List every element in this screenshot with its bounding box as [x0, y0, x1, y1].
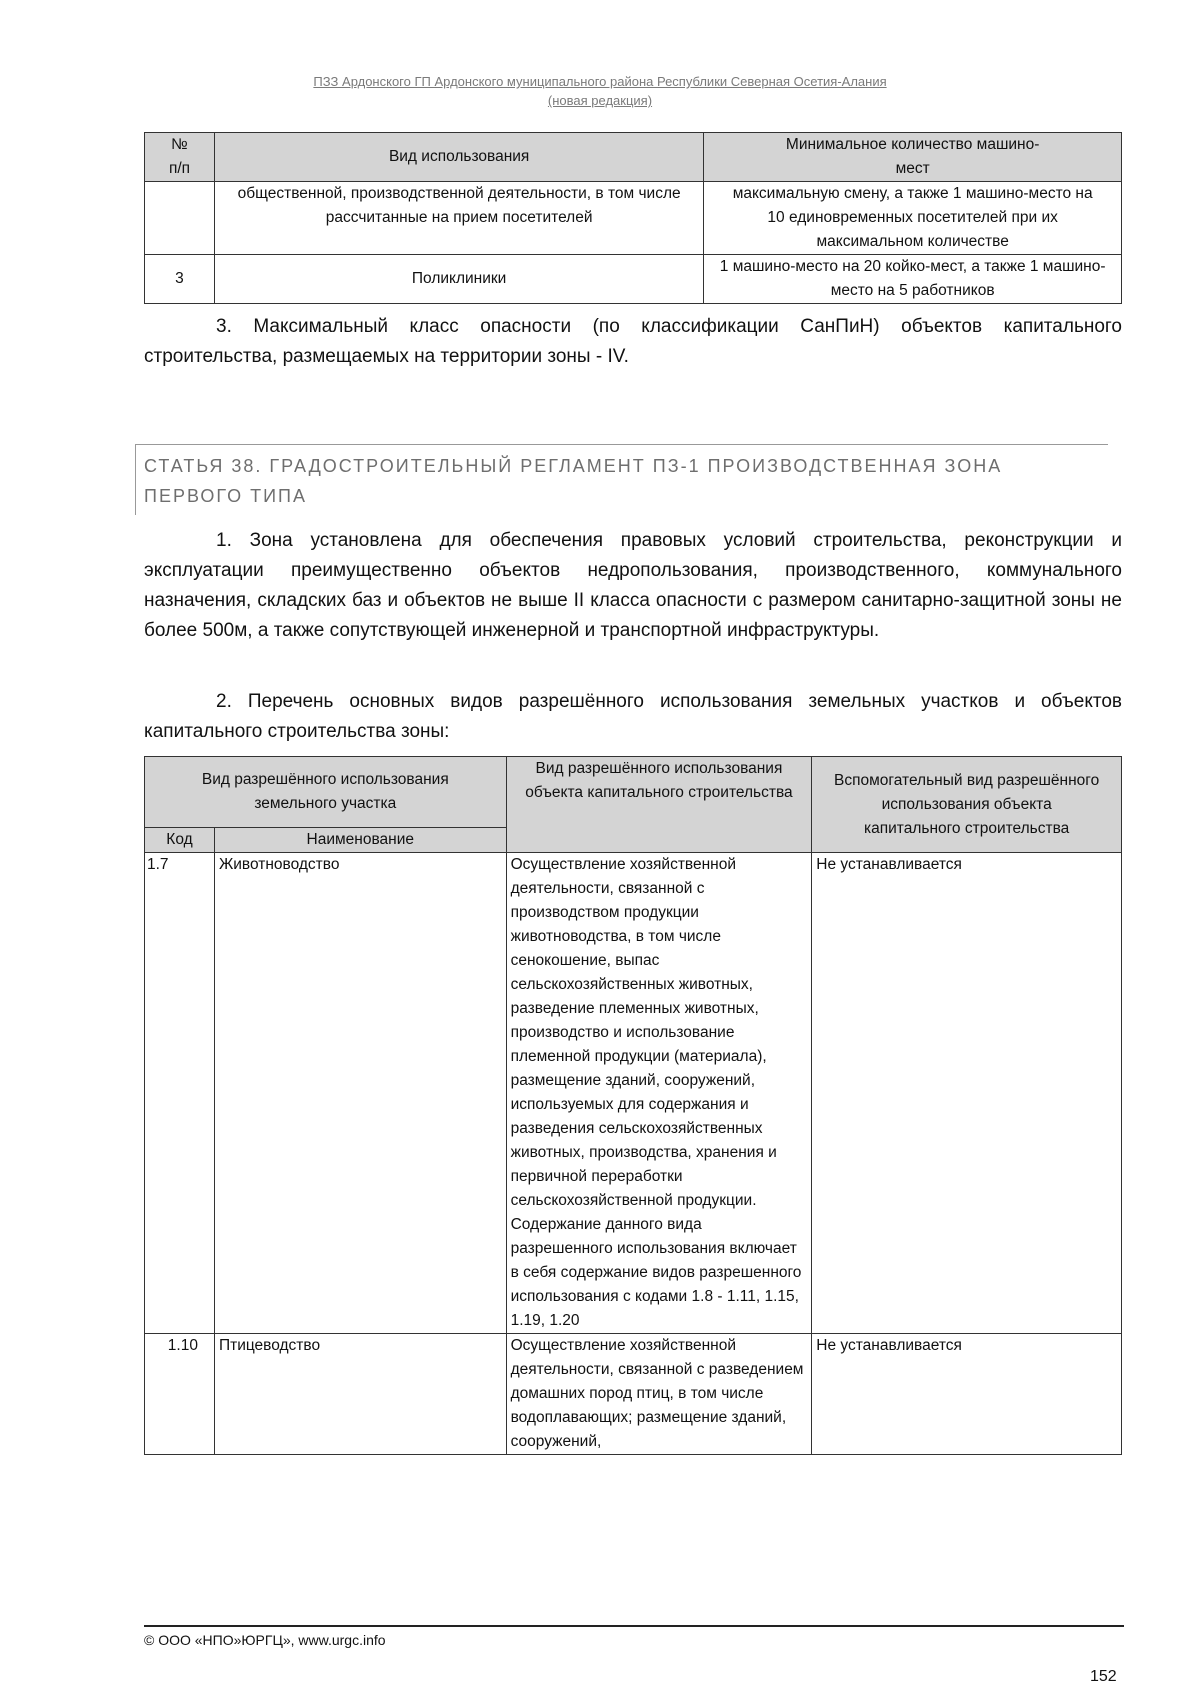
row-name: Птицеводство: [214, 1334, 506, 1455]
table-cell: Поликлиники: [214, 255, 703, 304]
table-cell: [145, 182, 215, 255]
article-title: СТАТЬЯ 38. ГРАДОСТРОИТЕЛЬНЫЙ РЕГЛАМЕНТ ПЗ-1 ПРОИЗВОДСТВЕННАЯ ЗОНА ПЕРВОГО ТИПА: [135, 444, 1108, 515]
row-object: Осуществление хозяйственной деятельности, связанной с разведением домашних пород птиц, в том числе водоплавающих; размещение зданий, сооружений,: [506, 1334, 812, 1455]
row-name: Животноводство: [214, 853, 506, 1334]
table-cell: 1 машино-место на 20 койко-мест, а также 1 машино-место на 5 работников: [704, 255, 1122, 304]
column-header-object: Вид разрешённого использования объекта капитального строительства: [506, 757, 812, 853]
paragraph-3: [144, 312, 1122, 372]
table-row: [145, 182, 1122, 255]
footer-copyright: © ООО «НПО»ЮРГЦ», www.urgc.info: [144, 1632, 386, 1648]
column-header: № п/п: [145, 133, 215, 182]
header-line-2: (новая редакция): [547, 93, 653, 108]
column-header-aux: Вспомогательный вид разрешённого использования объекта капитального строительства: [812, 757, 1122, 853]
paragraph-2: [144, 687, 1122, 747]
table-row: [145, 255, 1122, 304]
paragraph-text: 3. Максимальный класс опасности (по классификации СанПиН) объектов капитального строительства, размещаемых на территории зоны - IV.: [144, 316, 1122, 367]
table-cell: 3: [145, 255, 215, 304]
paragraph-text: 2. Перечень основных видов разрешённого использования земельных участков и объектов капитального строительства зоны:: [144, 691, 1122, 742]
row-object: Осуществление хозяйственной деятельности, связанной с производством продукции животноводства, в том числе сенокошение, выпас сельскохозяйственных животных, разведение племенных животных, производство и использование племенной продукции (материала), размещение зданий, сооружений, используемых для содержания и разведения сельскохозяйственных животных, производства, хранения и первичной переработки сельскохозяйственной продукции. Содержание данного вида разрешенного использования включает в себя содержание видов разрешенного использования с кодами 1.8 - 1.11, 1.15, 1.19, 1.20: [506, 853, 812, 1334]
row-code: 1.10: [145, 1334, 215, 1455]
table-row: [145, 1334, 1122, 1455]
table-header-row: [145, 757, 1122, 828]
column-header-land: Вид разрешённого использования земельного участка: [145, 757, 507, 828]
table-cell: максимальную смену, а также 1 машино-место на 10 единовременных посетителей при их максимальном количестве: [704, 182, 1122, 255]
paragraph-1: [144, 526, 1122, 646]
column-header: Минимальное количество машино-мест: [704, 133, 1122, 182]
header-line-1: ПЗЗ Ардонского ГП Ардонского муниципального района Республики Северная Осетия-Алания: [313, 74, 887, 89]
paragraph-text: 1. Зона установлена для обеспечения правовых условий строительства, реконструкции и эксплуатации преимущественно объектов недропользования, производственного, коммунального назначения, складских баз и объектов не выше II класса опасности с размером санитарно-защитной зоны не более 500м, а также сопутствующей инженерной и транспортной инфраструктуры.: [144, 530, 1122, 641]
row-code: 1.7: [145, 853, 215, 1334]
land-use-table: [144, 756, 1122, 1455]
column-header-code: Код: [145, 828, 215, 853]
column-header-name: Наименование: [214, 828, 506, 853]
row-aux: Не устанавливается: [812, 1334, 1122, 1455]
table-cell: общественной, производственной деятельности, в том числе рассчитанные на прием посетителей: [214, 182, 703, 255]
column-header: Вид использования: [214, 133, 703, 182]
parking-table: [144, 132, 1122, 304]
table-row: [145, 853, 1122, 1334]
page-number: 152: [1090, 1668, 1117, 1685]
row-aux: Не устанавливается: [812, 853, 1122, 1334]
footer-divider: [144, 1625, 1124, 1627]
page-header: [0, 72, 1200, 110]
table-header-row: [145, 133, 1122, 182]
